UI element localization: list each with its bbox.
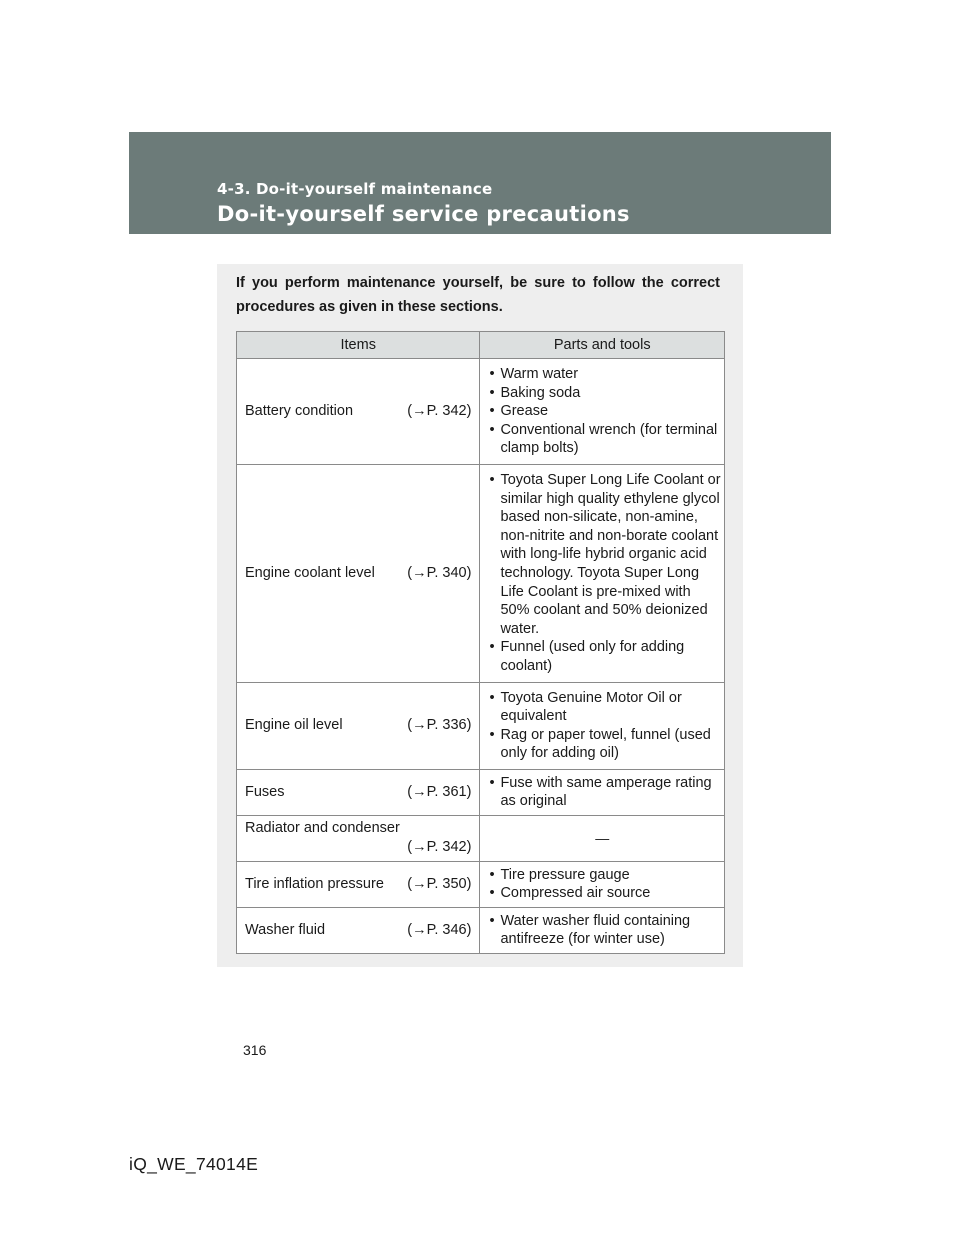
- table-row: [237, 464, 725, 682]
- list-item: • Grease: [500, 402, 722, 421]
- list-item: • Rag or paper towel, funnel (used only for adding oil): [500, 726, 722, 763]
- table-row: [237, 861, 725, 907]
- parts-list: [480, 863, 724, 906]
- section-label: 4-3. Do-it-yourself maintenance: [217, 180, 493, 198]
- item-name: Engine oil level: [245, 717, 343, 734]
- parts-list: [480, 771, 724, 814]
- page-reference: (→P. 350): [407, 875, 472, 892]
- item-cell: [237, 682, 480, 769]
- parts-list: [480, 465, 724, 682]
- parts-cell: [480, 769, 725, 815]
- page-reference: (→P. 361): [407, 783, 472, 800]
- intro-text: If you perform maintenance yourself, be sure to follow the correct procedures as given in these sections.: [236, 275, 720, 315]
- parts-list: [480, 909, 724, 952]
- item-name: Washer fluid: [245, 921, 326, 938]
- list-item: • Warm water: [500, 365, 722, 384]
- item-cell: [237, 815, 480, 861]
- item-cell: [237, 769, 480, 815]
- item-cell: [237, 861, 480, 907]
- parts-cell: [480, 682, 725, 769]
- item-cell: [237, 907, 480, 953]
- item-name: Tire inflation pressure: [245, 875, 384, 892]
- page-title: Do-it-yourself service precautions: [217, 202, 630, 226]
- item-name: Battery condition: [245, 402, 354, 419]
- table-row: [237, 359, 725, 465]
- list-item: • Conventional wrench (for terminal clamp bolts): [500, 421, 722, 458]
- page-reference: (→P. 340): [407, 564, 472, 581]
- list-item: • Toyota Genuine Motor Oil or equivalent: [500, 689, 722, 726]
- parts-cell: [480, 464, 725, 682]
- parts-list: [480, 683, 724, 769]
- page-reference: (→P. 342): [407, 839, 472, 856]
- list-item: • Fuse with same amperage rating as original: [500, 774, 722, 811]
- document-code: iQ_WE_74014E: [129, 1154, 259, 1174]
- page-number: 316: [243, 1042, 267, 1058]
- content-panel: [217, 264, 743, 967]
- column-header-items: Items: [237, 332, 480, 359]
- parts-cell: [480, 907, 725, 953]
- list-item: • Water washer fluid containing antifreeze (for winter use): [500, 912, 722, 949]
- parts-list: [480, 359, 724, 464]
- column-header-parts: Parts and tools: [480, 332, 725, 359]
- item-cell: [237, 464, 480, 682]
- page-reference: (→P. 346): [407, 921, 472, 938]
- list-item: • Compressed air source: [500, 884, 722, 903]
- item-name: Fuses: [245, 783, 285, 800]
- item-name: Radiator and condenser: [245, 820, 400, 837]
- list-item: • Toyota Super Long Life Coolant or similar high quality ethylene glycol based non-silicate, non-amine, non-nitrite and non-borate coolant with long-life hybrid organic acid technology. Toyota Super Long Life Coolant is pre-mixed with 50% coolant and 50% deionized water.: [500, 471, 722, 638]
- list-item: • Baking soda: [500, 384, 722, 403]
- table-row: [237, 682, 725, 769]
- chapter-header: [129, 132, 831, 234]
- parts-cell: [480, 359, 725, 465]
- table-row: [237, 815, 725, 861]
- page-reference: (→P. 336): [407, 717, 472, 734]
- list-item: • Tire pressure gauge: [500, 866, 722, 885]
- item-cell: [237, 359, 480, 465]
- maintenance-table: [236, 331, 725, 954]
- parts-cell-empty: —: [480, 815, 725, 861]
- item-name: Engine coolant level: [245, 564, 375, 581]
- table-row: [237, 907, 725, 953]
- table-row: [237, 769, 725, 815]
- list-item: • Funnel (used only for adding coolant): [500, 638, 722, 675]
- page-reference: (→P. 342): [407, 402, 472, 419]
- parts-cell: [480, 861, 725, 907]
- table-header-row: [237, 332, 725, 359]
